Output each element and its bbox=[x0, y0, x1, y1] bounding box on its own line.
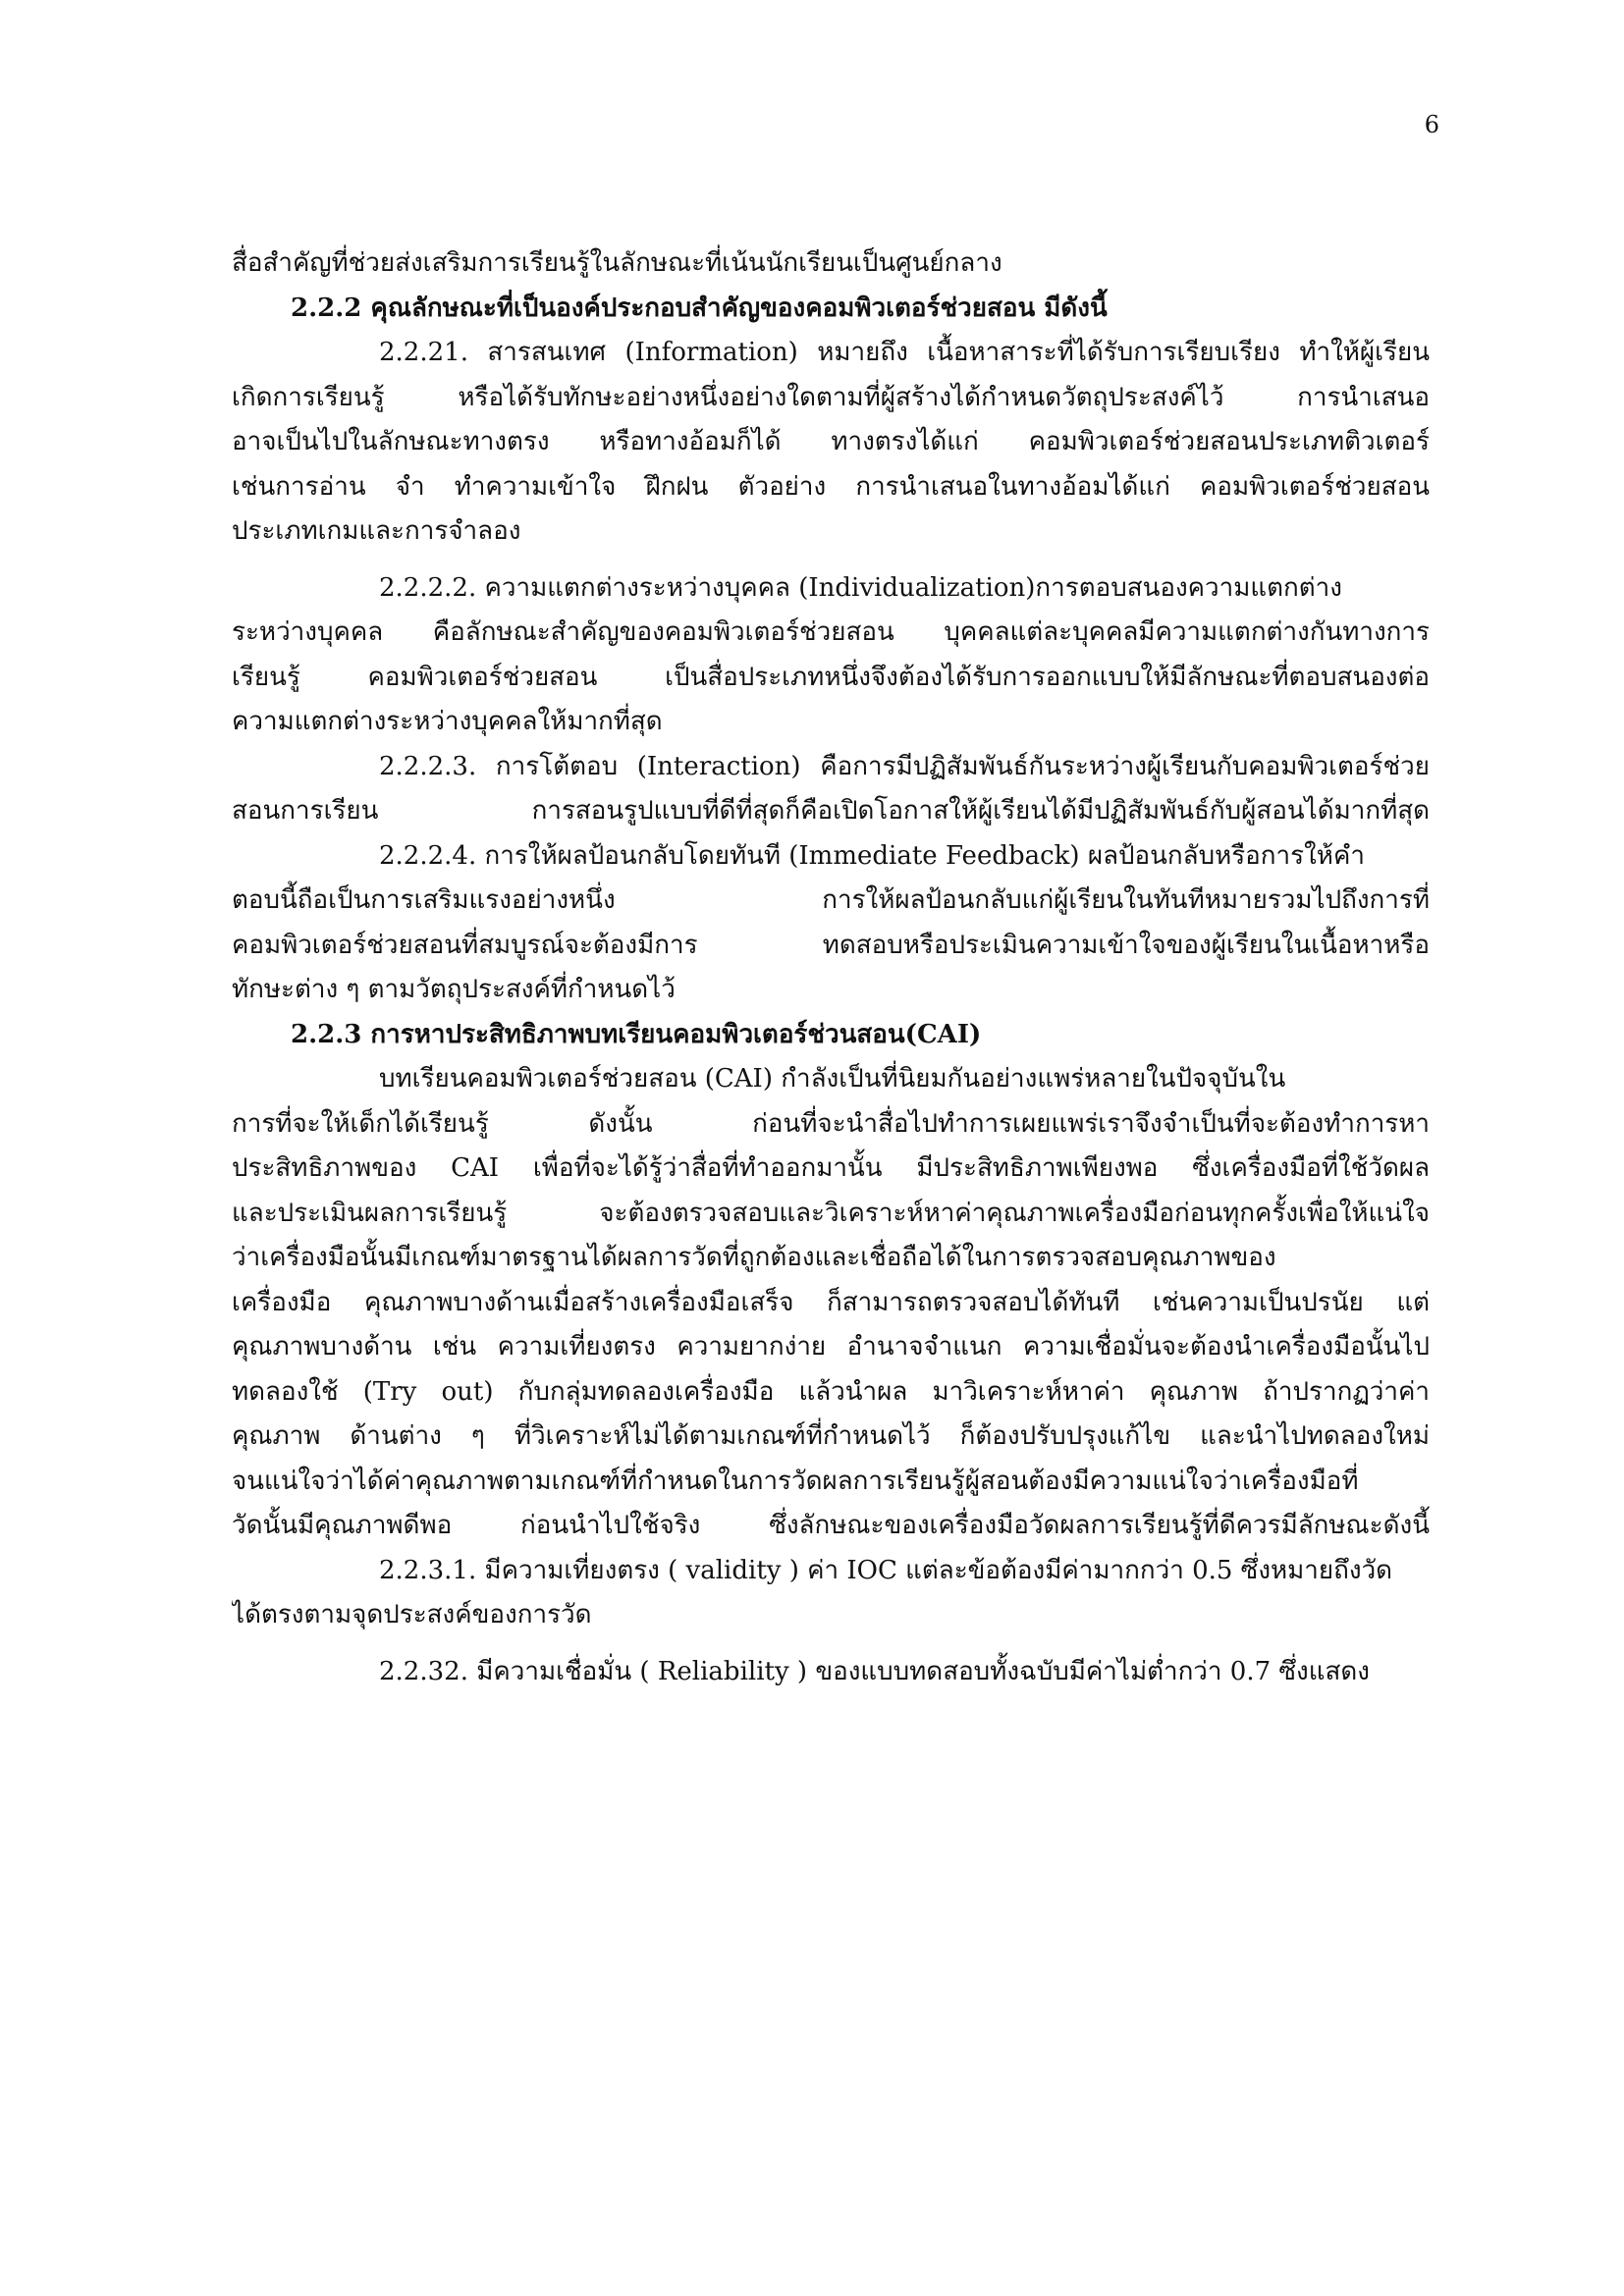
text-line: ว่าเครื่องมือนั้นมีเกณฑ์มาตรฐานได้ผลการวัดที่ถูกต้องและเชื่อถือได้ในการตรวจสอบคุณภาพของ bbox=[232, 1243, 1276, 1272]
text-line: คุณภาพบางด้าน เช่น ความเที่ยงตรง ความยากง่าย อำนาจจำแนก ความเชื่อมั่นจะต้องนำเครื่องมือนั้นไป bbox=[232, 1332, 1430, 1362]
text-line: 2.2.21. สารสนเทศ (Information) หมายถึง เนื้อหาสาระที่ได้รับการเรียบเรียง ทำให้ผู้เรียน bbox=[379, 338, 1430, 367]
text-line: 2.2.2.3. การโต้ตอบ (Interaction) คือการมีปฏิสัมพันธ์กันระหว่างผู้เรียนกับคอมพิวเตอร์ช่วย bbox=[379, 751, 1430, 781]
text-line: คุณภาพ ด้านต่าง ๆ ที่วิเคราะห์ไม่ได้ตามเกณฑ์ที่กำหนดไว้ ก็ต้องปรับปรุงแก้ไข และนำไปทดลองใหม่ bbox=[232, 1421, 1430, 1451]
text-line: ทักษะต่าง ๆ ตามวัตถุประสงค์ที่กำหนดไว้ bbox=[232, 975, 676, 1004]
document-body bbox=[232, 241, 1430, 1694]
text-line: การที่จะให้เด็กได้เรียนรู้ ดังนั้น ก่อนที่จะนำสื่อไปทำการเผยแพร่เราจึงจำเป็นที่จะต้องทำการหา bbox=[232, 1108, 1430, 1139]
text-line: สอนการเรียน การสอนรูปแบบที่ดีที่สุดก็คือเปิดโอกาสให้ผู้เรียนได้มีปฏิสัมพันธ์กับผู้สอนได้มากที่สุด bbox=[232, 796, 1430, 826]
text-line: จนแน่ใจว่าได้ค่าคุณภาพตามเกณฑ์ที่กำหนดในการวัดผลการเรียนรู้ผู้สอนต้องมีความแน่ใจว่าเครื่องมือที่ bbox=[232, 1466, 1359, 1496]
section-heading: 2.2.2 คุณลักษณะที่เป็นองค์ประกอบสำคัญของคอมพิวเตอร์ช่วยสอน มีดังนี้ bbox=[291, 293, 1108, 323]
text-line: ระหว่างบุคคล คือลักษณะสำคัญของคอมพิวเตอร์ช่วยสอน บุคคลแต่ละบุคคลมีความแตกต่างกันทางการ bbox=[232, 617, 1430, 647]
text-line: ประเภทเกมและการจำลอง bbox=[232, 516, 521, 546]
text-line: ทดลองใช้ (Try out) กับกลุ่มทดลองเครื่องมือ แล้วนำผล มาวิเคราะห์หาค่า คุณภาพ ถ้าปรากฏว่าค่า bbox=[232, 1376, 1430, 1407]
text-line: สื่อสำคัญที่ช่วยส่งเสริมการเรียนรู้ในลักษณะที่เน้นนักเรียนเป็นศูนย์กลาง bbox=[232, 248, 1002, 278]
text-line: 2.2.32. มีความเชื่อมั่น ( Reliability ) ของแบบทดสอบทั้งฉบับมีค่าไม่ต่ำกว่า 0.7 ซึ่งแสดง bbox=[379, 1656, 1370, 1686]
text-line: ความแตกต่างระหว่างบุคคลให้มากที่สุด bbox=[232, 707, 663, 736]
text-line: อาจเป็นไปในลักษณะทางตรง หรือทางอ้อมก็ได้ ทางตรงได้แก่ คอมพิวเตอร์ช่วยสอนประเภทติวเตอร์ bbox=[232, 427, 1430, 456]
text-line: วัดนั้นมีคุณภาพดีพอ ก่อนนำไปใช้จริง ซึ่งลักษณะของเครื่องมือวัดผลการเรียนรู้ที่ดีควรมีลักษณะดังนี้ bbox=[232, 1511, 1430, 1540]
text-line: เกิดการเรียนรู้ หรือได้รับทักษะอย่างหนึ่งอย่างใดตามที่ผู้สร้างได้กำหนดวัตถุประสงค์ไว้ การนำเสนอ bbox=[232, 382, 1430, 412]
text-line: 2.2.3.1. มีความเที่ยงตรง ( validity ) ค่า IOC แต่ละข้อต้องมีค่ามากกว่า 0.5 ซึ่งหมายถึงวัด bbox=[379, 1555, 1393, 1585]
text-line: 2.2.2.2. ความแตกต่างระหว่างบุคคล (Individualization)การตอบสนองความแตกต่าง bbox=[379, 572, 1342, 603]
text-line: บทเรียนคอมพิวเตอร์ช่วยสอน (CAI) กำลังเป็นที่นิยมกันอย่างแพร่หลายในปัจจุบันใน bbox=[379, 1064, 1286, 1094]
text-line: เรียนรู้ คอมพิวเตอร์ช่วยสอน เป็นสื่อประเภทหนึ่งจึงต้องได้รับการออกแบบให้มีลักษณะที่ตอบสนองต่อ bbox=[232, 662, 1430, 692]
text-line: ตอบนี้ถือเป็นการเสริมแรงอย่างหนึ่ง การให้ผลป้อนกลับแก่ผู้เรียนในทันทีหมายรวมไปถึงการที่ bbox=[232, 885, 1430, 915]
text-line: 2.2.2.4. การให้ผลป้อนกลับโดยทันที (Immediate Feedback) ผลป้อนกลับหรือการให้คำ bbox=[379, 840, 1365, 871]
text-line: และประเมินผลการเรียนรู้ จะต้องตรวจสอบและวิเคราะห์หาค่าคุณภาพเครื่องมือก่อนทุกครั้งเพื่อให้แน่ใจ bbox=[232, 1198, 1430, 1228]
text-line: คอมพิวเตอร์ช่วยสอนที่สมบูรณ์จะต้องมีการ ทดสอบหรือประเมินความเข้าใจของผู้เรียนในเนื้อหาหรือ bbox=[232, 930, 1430, 960]
page-number: 6 bbox=[1424, 111, 1439, 138]
section-heading: 2.2.3 การหาประสิทธิภาพบทเรียนคอมพิวเตอร์ช่วนสอน(CAI) bbox=[291, 1019, 982, 1049]
text-line: เช่นการอ่าน จำ ทำความเข้าใจ ฝึกฝน ตัวอย่าง การนำเสนอในทางอ้อมได้แก่ คอมพิวเตอร์ช่วยสอน bbox=[232, 471, 1430, 502]
text-line: เครื่องมือ คุณภาพบางด้านเมื่อสร้างเครื่องมือเสร็จ ก็สามารถตรวจสอบได้ทันที เช่นความเป็นปรนัย แต่ bbox=[232, 1287, 1430, 1317]
text-line: ได้ตรงตามจุดประสงค์ของการวัด bbox=[232, 1600, 592, 1629]
text-line: ประสิทธิภาพของ CAI เพื่อที่จะได้รู้ว่าสื่อที่ทำออกมานั้น มีประสิทธิภาพเพียงพอ ซึ่งเครื่องมือที่ใช้วัดผล bbox=[232, 1153, 1430, 1183]
